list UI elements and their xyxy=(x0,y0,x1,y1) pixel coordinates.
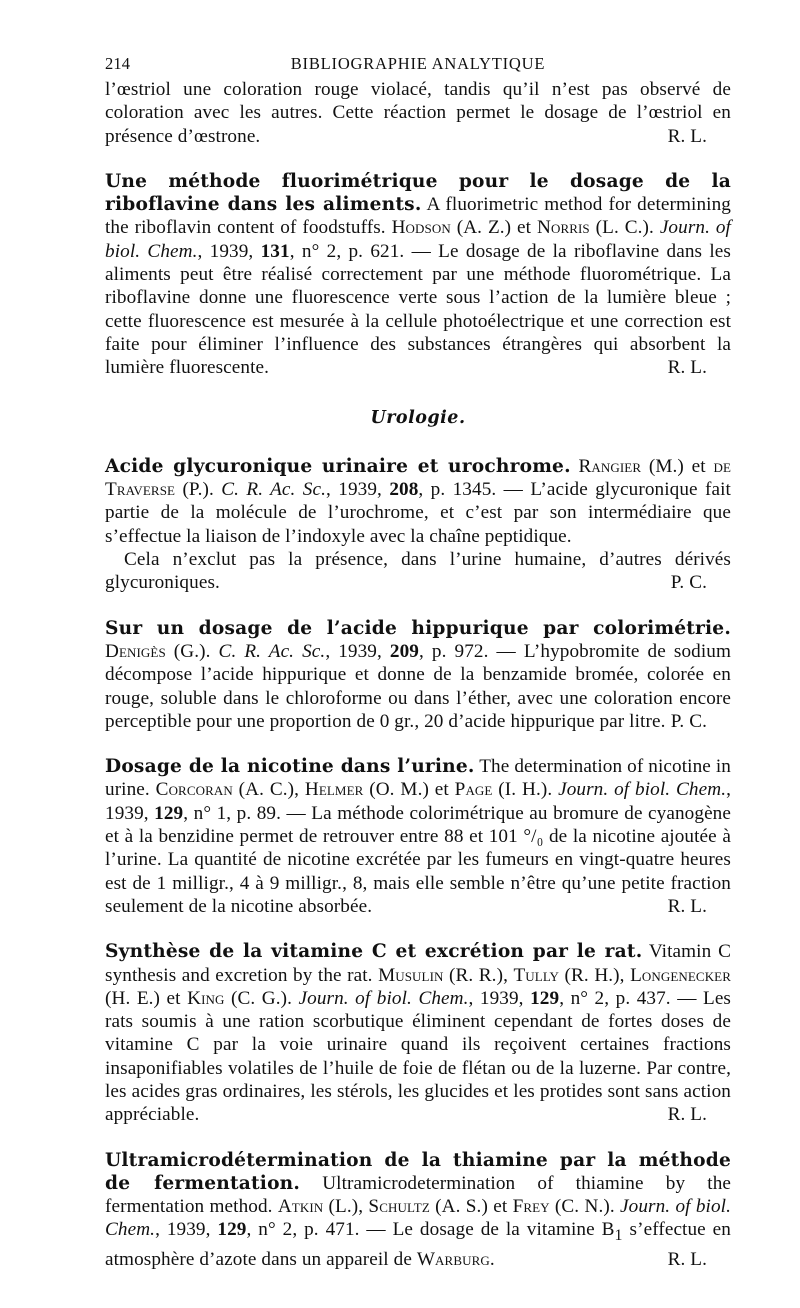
author-initials: (A. S.) et xyxy=(429,1196,513,1218)
author-name: Schultz xyxy=(368,1196,430,1218)
citation-volume: 129 xyxy=(530,987,560,1009)
author-name: King xyxy=(187,987,225,1009)
entry-title: Acide glycuronique urinaire et urochrome. xyxy=(105,455,571,477)
english-title: Vitamin C synthesis and excretion by the rat. xyxy=(105,941,731,986)
journal-name: Journ. of biol. Chem. xyxy=(558,779,727,801)
bibliography-entry-vitamin-c xyxy=(105,940,731,1126)
author-initials: (O. M.) et xyxy=(363,779,455,801)
journal-name: Journ. of biol. Chem. xyxy=(298,987,469,1009)
citation-volume: 209 xyxy=(389,640,420,662)
abstract-initials: R. L. xyxy=(667,1104,707,1126)
page xyxy=(105,48,731,1271)
author-initials: (R. H.), xyxy=(559,964,631,986)
entry-title: Dosage de la nicotine dans l’urine. xyxy=(105,756,475,778)
citation-year: , 1939, xyxy=(325,640,390,662)
author-name: Helmer xyxy=(304,779,364,801)
author-name: Page xyxy=(454,779,493,801)
abstract-text: Les rats soumis à une ration scorbutique éliminent cependant de fortes doses de vitamine C par la voie urinaire quand ils reçoivent certaines fractions insaponifiables volatiles de l’huile de foie de flétan ou de la luzerne. Par contre, les acides gras ordinaires, les stérols, les glucides et les protides sont sans action appréciable. xyxy=(105,987,732,1126)
author-name: Norris xyxy=(537,217,590,239)
abstract-text: Le dosage de la vitamine B xyxy=(392,1219,615,1241)
author-name: Denigès xyxy=(105,640,166,662)
citation-pages: , p. 1345. — xyxy=(418,479,531,501)
bibliography-entry-thiamine xyxy=(105,1149,731,1271)
continuation-paragraph xyxy=(105,78,731,148)
english-title: The determination of nicotine in urine. xyxy=(105,756,731,801)
citation-volume: 129 xyxy=(217,1219,247,1241)
author-name: Musulin xyxy=(378,964,444,986)
continuation-text: l’œstriol une coloration rouge violacé, tandis qu’il n’est pas observé de coloration avec les autres. Cette réaction permet le dosage de l’œstriol en présence d’œstrone. xyxy=(105,79,731,147)
entry-title: Sur un dosage de l’acide hippurique par colorimétrie. xyxy=(105,617,731,639)
abstract-initials: R. L. xyxy=(667,1248,707,1270)
author-initials: (L. C.). xyxy=(589,217,660,239)
apparatus-name: Warburg xyxy=(416,1248,490,1270)
entry-title: Synthèse de la vitamine C et excrétion par le rat. xyxy=(105,941,643,963)
abstract-text: Cela n’exclut pas la présence, dans l’urine humaine, d’autres dérivés glycuroniques. xyxy=(105,549,731,594)
journal-name: C. R. Ac. Sc. xyxy=(221,479,327,501)
abstract-initials: R. L. xyxy=(667,357,707,379)
author-initials: (P.). xyxy=(175,479,222,501)
author-initials: (A. C.), xyxy=(232,779,305,801)
author-initials: (C. G.). xyxy=(224,987,299,1009)
author-initials: (I. H.). xyxy=(492,779,559,801)
citation-pages: , n° 2, p. 471. — xyxy=(246,1219,393,1241)
citation-pages: , n° 1, p. 89. — xyxy=(183,802,312,824)
abstract-initials: R. L. xyxy=(667,895,707,917)
entry-title: Ultramicrodétermination de la thiamine par la méthode de fermentation. xyxy=(105,1149,731,1194)
author-initials: (R. R.), xyxy=(443,964,514,986)
author-name: Tully xyxy=(513,964,560,986)
abstract-text: La méthode colorimétrique au bromure de cyanogène et à la benzidine permet de retrouver entre 88 et 101 °/₀ de la nicotine ajoutée à l’urine. La quantité de nicotine excrétée par les fumeurs en vingt-quatre heures est de 1 milligr., 4 à 9 milligr., 8, mais elle semble n’être qu’une petite fraction seulement de la nicotine absorbée. xyxy=(105,802,731,917)
author-name: de Traverse xyxy=(105,455,731,501)
abstract-initials: R. L. xyxy=(667,125,707,147)
author-name: Corcoran xyxy=(155,779,233,801)
author-initials: (A. Z.) et xyxy=(450,217,537,239)
running-head xyxy=(105,48,731,78)
journal-name: Journ. of biol. Chem. xyxy=(105,1196,732,1241)
english-title: A fluorimetric method for determining the riboflavin content of foodstuffs. xyxy=(105,194,731,239)
citation-pages: , n° 2, p. 621. — xyxy=(289,240,439,262)
author-initials: (L.), xyxy=(323,1196,369,1218)
citation-volume: 129 xyxy=(154,802,184,824)
citation-volume: 131 xyxy=(260,240,290,262)
author-name: Rangier xyxy=(570,455,642,477)
journal-name: Journ. of biol. Chem. xyxy=(105,217,731,262)
entry-title: Une méthode fluorimétrique pour le dosage de la riboflavine dans les aliments. xyxy=(105,170,731,216)
abstract-text: L’hypobromite de sodium décompose l’acide hippurique et donne de la benzamide bromée, colorée en rouge, soluble dans le chloroforme ou dans l’éther, avec une coloration encore perceptible pour une proportion de 0 gr., 20 d’acide hippurique par litre. xyxy=(105,640,731,732)
citation-year: , 1939, xyxy=(326,479,390,501)
author-initials: (H. E.) et xyxy=(105,987,188,1009)
author-initials: (M.) et xyxy=(641,455,714,477)
citation-pages: , n° 2, p. 437. — xyxy=(559,987,703,1009)
bibliography-entry-glycuronic-acid xyxy=(105,455,731,548)
bibliography-entry-riboflavin xyxy=(105,170,731,380)
citation-year: , 1939, xyxy=(468,987,531,1009)
abstract-initials: P. C. xyxy=(670,572,707,594)
vitamin-subscript: 1 xyxy=(614,1227,623,1245)
abstract-text: L’acide glycuronique fait partie de la molécule de l’urochrome, et c’est par son intermédiaire que s’effectue la liaison de l’indoxyle avec la chaîne peptidique. xyxy=(105,479,731,547)
author-name: Longenecker xyxy=(630,964,731,986)
citation-year: , 1939, xyxy=(155,1219,218,1241)
english-title: Ultramicrodetermination of thiamine by the fermentation method. xyxy=(105,1172,731,1218)
journal-name: C. R. Ac. Sc. xyxy=(218,640,326,662)
author-name: Frey xyxy=(512,1196,550,1218)
citation-pages: , p. 972. — xyxy=(419,640,524,662)
abstract-initials: P. C. xyxy=(670,710,707,732)
author-initials: (C. N.). xyxy=(549,1196,621,1218)
section-title: Urologie. xyxy=(370,407,466,428)
bibliography-entry-hippuric-acid xyxy=(105,617,731,733)
author-name: Hodson xyxy=(391,217,451,239)
author-initials: (G.). xyxy=(165,640,219,662)
author-name: Atkin xyxy=(277,1196,324,1218)
bibliography-entry-nicotine xyxy=(105,755,731,918)
abstract-paragraph xyxy=(105,548,731,595)
citation-year: , 1939, xyxy=(197,240,261,262)
running-title: BIBLIOGRAPHIE ANALYTIQUE xyxy=(290,54,546,73)
citation-volume: 208 xyxy=(389,479,419,501)
abstract-text: s’effectue en atmosphère d’azote dans un appareil de xyxy=(105,1219,731,1270)
abstract-text: Le dosage de la riboflavine dans les aliments peut être réalisé correctement par une méthode fluorométrique. La riboflavine donne une fluorescence verte sous l’action de la lumière bleue ; cette fluorescence est mesurée à la cellule photoélectrique et une correction est faite pour éliminer l’influence des substances étrangères qui absorbent la lumière fluorescente. xyxy=(105,240,731,379)
page-number: 214 xyxy=(105,54,131,73)
citation-year: , 1939, xyxy=(105,779,732,824)
abstract-period: . xyxy=(489,1248,495,1270)
